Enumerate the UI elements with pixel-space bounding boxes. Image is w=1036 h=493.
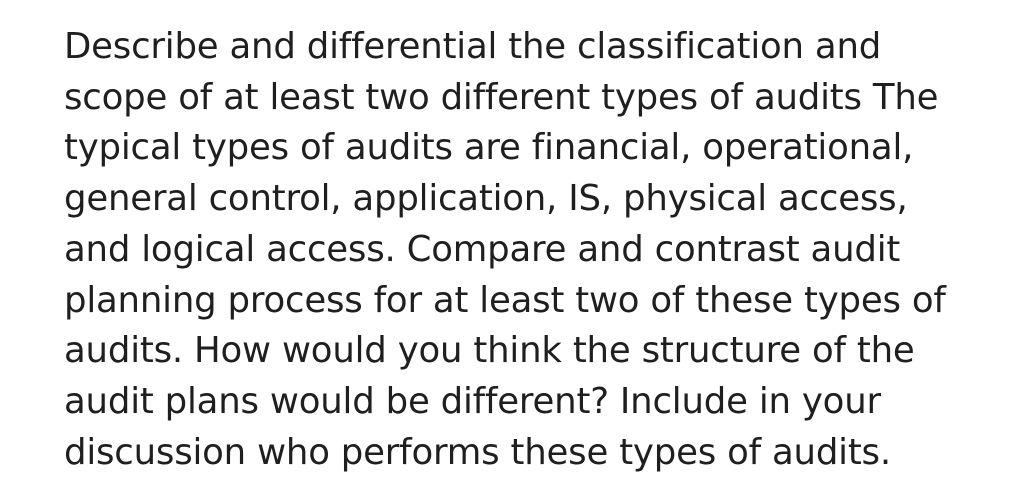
question-line: and logical access. Compare and contrast audit <box>64 228 901 270</box>
question-text <box>64 22 1024 478</box>
question-line: audit plans would be different? Include in your <box>64 380 881 422</box>
question-line: discussion who performs these types of audits. <box>64 431 891 473</box>
question-line: scope of at least two different types of audits The <box>64 76 939 118</box>
question-line: planning process for at least two of these types of <box>64 279 946 321</box>
question-line: audits. How would you think the structure of the <box>64 330 915 372</box>
question-line: Describe and differential the classification and <box>64 26 882 67</box>
question-line: typical types of audits are financial, operational, <box>64 127 914 169</box>
question-line: general control, application, IS, physical access, <box>64 178 908 220</box>
